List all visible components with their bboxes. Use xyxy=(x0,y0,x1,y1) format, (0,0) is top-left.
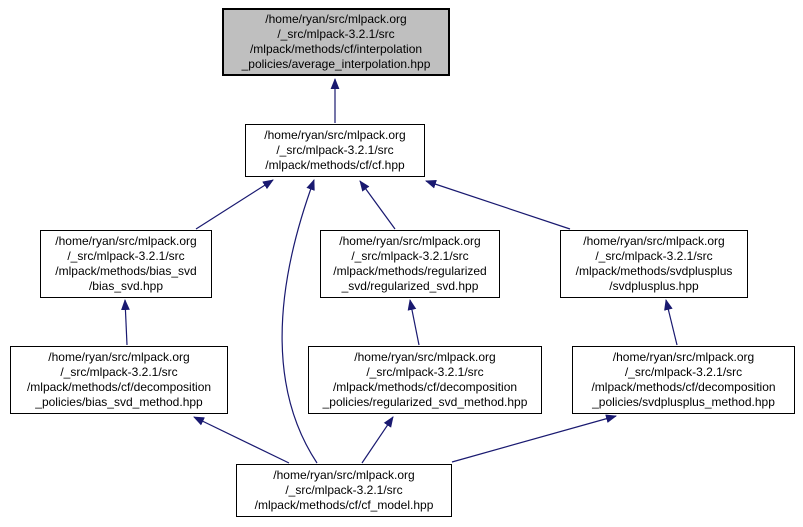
node-label-line: /home/ryan/src/mlpack.org xyxy=(55,234,197,248)
edge-cf_model-to-cf xyxy=(282,180,317,463)
node-cf-hpp[interactable] xyxy=(245,124,425,177)
node-label-line: /svdplusplus.hpp xyxy=(609,279,699,293)
node-label-line: /_src/mlpack-3.2.1/src xyxy=(624,365,743,379)
node-label-line: /home/ryan/src/mlpack.org xyxy=(354,350,496,364)
node-label-line: /_src/mlpack-3.2.1/src xyxy=(595,249,713,263)
node-label-line: /mlpack/methods/cf/decomposition xyxy=(26,380,212,394)
node-label-line: /home/ryan/src/mlpack.org xyxy=(339,234,481,248)
node-label-line: /bias_svd.hpp xyxy=(88,279,164,293)
edge-bias_svd-to-cf xyxy=(196,180,273,229)
edge-cf_model-to-bias_svd_method xyxy=(194,417,289,463)
node-label-line: _policies/regularized_svd_method.hpp xyxy=(322,395,528,409)
node-regularized-svd-method-hpp[interactable] xyxy=(308,346,542,414)
edge-svdplusplus_method-to-svdplusplus xyxy=(666,300,677,345)
node-label-line: /mlpack/methods/regularized xyxy=(333,264,487,278)
node-label-line: _svd/regularized_svd.hpp xyxy=(341,279,479,293)
edge-svdplusplus-to-cf xyxy=(426,181,570,229)
node-bias-svd-hpp[interactable] xyxy=(40,230,212,298)
edge-cf_model-to-regularized_svd_method xyxy=(362,417,393,463)
node-label-line: /home/ryan/src/mlpack.org xyxy=(612,350,755,364)
node-svdplusplus-hpp[interactable] xyxy=(560,230,748,298)
node-label-line: /_src/mlpack-3.2.1/src xyxy=(366,365,484,379)
node-regularized-svd-hpp[interactable] xyxy=(320,230,500,298)
node-label-line: _policies/bias_svd_method.hpp xyxy=(35,395,203,409)
node-label-line: /mlpack/methods/svdplusplus xyxy=(575,264,733,278)
node-label-line: /_src/mlpack-3.2.1/src xyxy=(67,249,185,263)
node-cf-model-hpp[interactable] xyxy=(236,464,452,517)
node-label-line: /mlpack/methods/cf/decomposition xyxy=(591,380,776,394)
node-label-line: /home/ryan/src/mlpack.org xyxy=(583,234,725,248)
node-label-line: /_src/mlpack-3.2.1/src xyxy=(60,365,178,379)
node-label-line: /mlpack/methods/bias_svd xyxy=(55,264,197,278)
node-label-line: /mlpack/methods/cf/decomposition xyxy=(332,380,518,394)
node-label-line: /home/ryan/src/mlpack.org xyxy=(264,128,406,142)
edge-cf_model-to-svdplusplus_method xyxy=(452,416,616,462)
node-label-line: _policies/average_interpolation.hpp xyxy=(241,57,431,71)
node-average-interpolation-hpp xyxy=(222,8,450,76)
node-label-line: /home/ryan/src/mlpack.org xyxy=(265,12,407,26)
edge-regularized_svd_method-to-regularized_svd xyxy=(410,300,419,345)
node-label-line: /_src/mlpack-3.2.1/src xyxy=(277,27,395,41)
node-label-line: /mlpack/methods/cf/interpolation xyxy=(249,42,423,56)
node-label-line: /home/ryan/src/mlpack.org xyxy=(273,468,415,482)
node-label-line: /mlpack/methods/cf/cf.hpp xyxy=(265,158,405,172)
edge-regularized_svd-to-cf xyxy=(360,181,395,229)
edge-bias_svd_method-to-bias_svd xyxy=(125,300,127,345)
node-svdplusplus-method-hpp[interactable] xyxy=(572,346,795,414)
node-label-line: _policies/svdplusplus_method.hpp xyxy=(592,395,775,409)
node-label-line: /_src/mlpack-3.2.1/src xyxy=(285,483,403,497)
node-label-line: /home/ryan/src/mlpack.org xyxy=(48,350,190,364)
node-bias-svd-method-hpp[interactable] xyxy=(10,346,228,414)
node-label-line: /_src/mlpack-3.2.1/src xyxy=(276,143,394,157)
node-label-line: /_src/mlpack-3.2.1/src xyxy=(351,249,469,263)
node-label-line: /mlpack/methods/cf/cf_model.hpp xyxy=(254,498,434,512)
